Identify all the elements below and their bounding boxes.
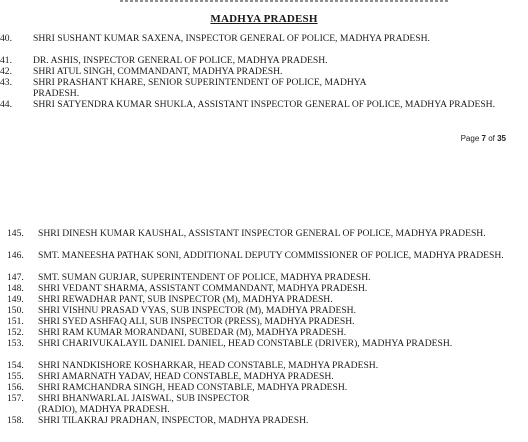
entry-number: 149.	[7, 294, 24, 305]
entry-number: 148.	[7, 283, 24, 294]
entry-number: 42.	[0, 66, 12, 77]
entry-number: 151.	[7, 316, 24, 327]
entry-number: 145.	[7, 228, 24, 239]
entry-text: SHRI VEDANT SHARMA, ASSISTANT COMMANDANT, MADHYA PRADESH.	[38, 283, 368, 294]
entry-text: SHRI SYED ASHFAQ ALI, SUB INSPECTOR (PRESS), MADHYA PRADESH.	[38, 316, 355, 327]
page-number	[461, 134, 506, 143]
entry-text: SHRI CHARIVUKALAYIL DANIEL DANIEL, HEAD CONSTABLE (DRIVER), MADHYA PRADESH.	[38, 338, 453, 349]
entry-text: SHRI PRASHANT KHARE, SENIOR SUPERINTENDENT OF POLICE, MADHYA PRADESH.	[33, 77, 367, 99]
entry-number: 153.	[7, 338, 24, 349]
entry-text: SHRI SATYENDRA KUMAR SHUKLA, ASSISTANT INSPECTOR GENERAL OF POLICE, MADHYA PRADESH.	[33, 99, 496, 110]
entry-number: 155.	[7, 371, 24, 382]
page-total: 35	[497, 134, 506, 143]
entry-number: 40.	[0, 33, 12, 44]
entry-text: SHRI SUSHANT KUMAR SAXENA, INSPECTOR GENERAL OF POLICE, MADHYA PRADESH.	[33, 33, 430, 44]
entry-text: SHRI VISHNU PRASAD VYAS, SUB INSPECTOR (M), MADHYA PRADESH.	[38, 305, 356, 316]
page-of-label: of	[488, 134, 495, 143]
entry-number: 44.	[0, 99, 12, 110]
entry-text: SMT. SUMAN GURJAR, SUPERINTENDENT OF POLICE, MADHYA PRADESH.	[38, 272, 371, 283]
entry-number: 150.	[7, 305, 24, 316]
clipped-header-text	[120, 0, 450, 2]
entry-text: SHRI BHANWARLAL JAISWAL, SUB INSPECTOR (RADIO), MADHYA PRADESH.	[38, 393, 250, 415]
entry-text: SHRI DINESH KUMAR KAUSHAL, ASSISTANT INSPECTOR GENERAL OF POLICE, MADHYA PRADESH.	[38, 228, 486, 239]
state-heading: MADHYA PRADESH	[210, 13, 318, 25]
entry-number: 152.	[7, 327, 24, 338]
entry-text: SHRI RAM KUMAR MORANDANI, SUBEDAR (M), MADHYA PRADESH.	[38, 327, 347, 338]
entry-text: SHRI REWADHAR PANT, SUB INSPECTOR (M), MADHYA PRADESH.	[38, 294, 333, 305]
page-current: 7	[481, 134, 486, 143]
entry-number: 41.	[0, 55, 12, 66]
entry-number: 146.	[7, 250, 24, 261]
entry-number: 154.	[7, 360, 24, 371]
entry-number: 156.	[7, 382, 24, 393]
entry-number: 157.	[7, 393, 24, 404]
entry-text: SHRI RAMCHANDRA SINGH, HEAD CONSTABLE, MADHYA PRADESH.	[38, 382, 348, 393]
entry-text: SHRI NANDKISHORE KOSHARKAR, HEAD CONSTABLE, MADHYA PRADESH.	[38, 360, 379, 371]
entry-text: SHRI AMARNATH YADAV, HEAD CONSTABLE, MADHYA PRADESH.	[38, 371, 334, 382]
entry-text: SMT. MANEESHA PATHAK SONI, ADDITIONAL DEPUTY COMMISSIONER OF POLICE, MADHYA PRADESH.	[38, 250, 504, 261]
entry-number: 43.	[0, 77, 12, 88]
entry-number: 147.	[7, 272, 24, 283]
entry-text: DR. ASHIS, INSPECTOR GENERAL OF POLICE, MADHYA PRADESH.	[33, 55, 328, 66]
entry-number: 158.	[7, 415, 24, 426]
page-label: Page	[460, 134, 480, 143]
entry-text: SHRI ATUL SINGH, COMMANDANT, MADHYA PRADESH.	[33, 66, 283, 77]
entry-text: SHRI TILAKRAJ PRADHAN, INSPECTOR, MADHYA PRADESH.	[38, 415, 309, 426]
